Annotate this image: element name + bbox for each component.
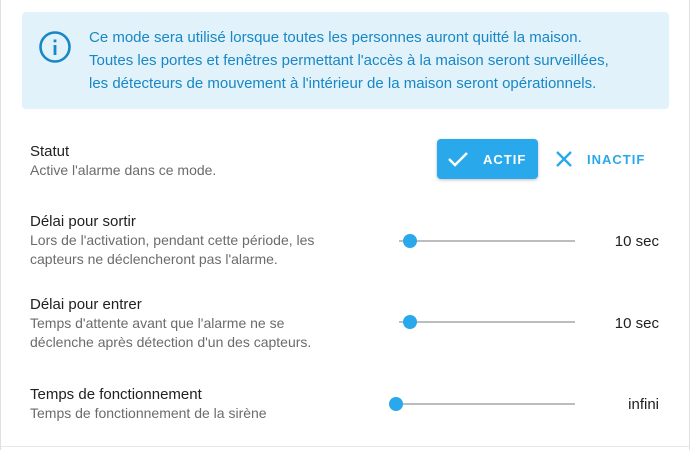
entry-delay-description: Temps d'attente avant que l'alarme ne se (30, 315, 285, 331)
status-description: Active l'alarme dans ce mode. (30, 162, 217, 178)
slider-thumb[interactable] (403, 315, 417, 329)
info-line: Toutes les portes et fenêtres permettant l'accès à la maison seront surveillées, (89, 52, 609, 69)
entry-delay-title: Délai pour entrer (30, 296, 142, 313)
siren-duration-value: infini (628, 396, 659, 413)
slider-thumb[interactable] (403, 234, 417, 248)
siren-duration-title: Temps de fonctionnement (30, 386, 202, 403)
exit-delay-title: Délai pour sortir (30, 213, 136, 230)
divider (1, 446, 689, 447)
info-circle-icon (38, 30, 72, 64)
check-icon (447, 150, 469, 168)
entry-delay-slider[interactable] (399, 315, 575, 329)
slider-track[interactable] (399, 240, 575, 242)
info-text (89, 26, 659, 95)
inactif-label: INACTIF (587, 151, 646, 167)
exit-delay-description: capteurs ne déclencheront pas l'alarme. (30, 251, 278, 267)
info-banner (22, 12, 669, 109)
slider-track[interactable] (399, 321, 575, 323)
close-icon (555, 150, 573, 168)
exit-delay-slider[interactable] (399, 234, 575, 248)
slider-track[interactable] (396, 403, 575, 405)
exit-delay-value: 10 sec (614, 233, 659, 250)
siren-duration-slider[interactable] (396, 397, 575, 411)
actif-button[interactable] (437, 139, 538, 179)
info-line: les détecteurs de mouvement à l'intérieur de la maison seront opérationnels. (89, 75, 597, 92)
slider-thumb[interactable] (389, 397, 403, 411)
exit-delay-description: Lors de l'activation, pendant cette période, les (30, 232, 315, 248)
status-title: Statut (30, 143, 70, 160)
info-line: Ce mode sera utilisé lorsque toutes les personnes auront quitté la maison. (89, 29, 582, 46)
entry-delay-description: déclenche après détection d'un des capteurs. (30, 334, 312, 350)
entry-delay-value: 10 sec (614, 315, 659, 332)
siren-duration-description: Temps de fonctionnement de la sirène (30, 405, 267, 421)
inactif-button[interactable] (551, 139, 661, 179)
actif-label: ACTIF (483, 151, 527, 167)
